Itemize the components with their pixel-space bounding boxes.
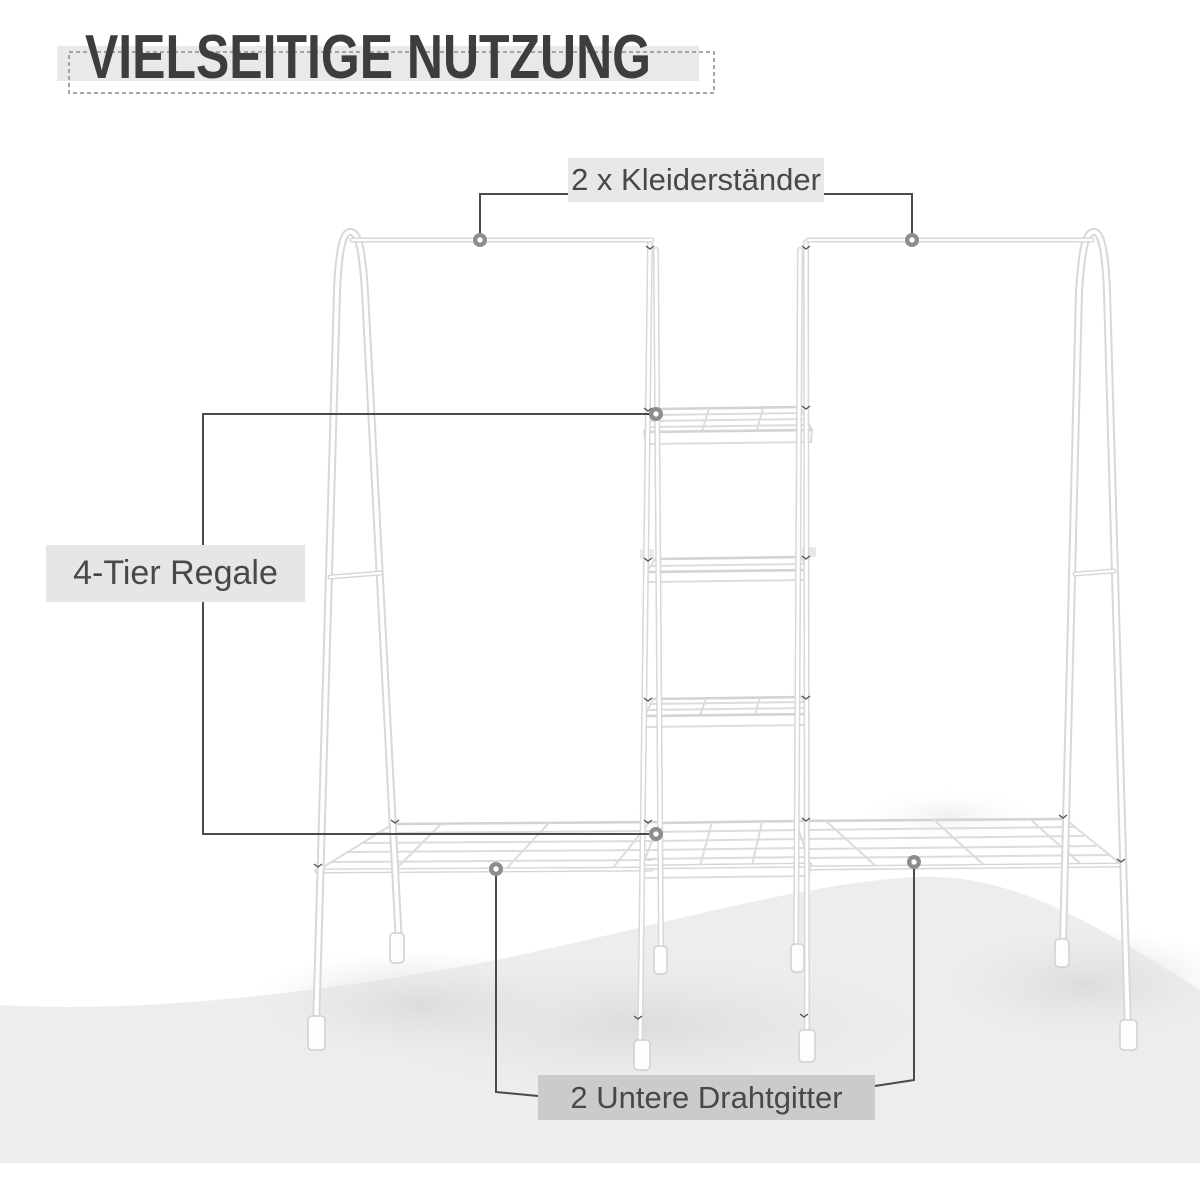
callout-ring-marker — [905, 233, 919, 247]
callout-ring-marker — [649, 827, 663, 841]
page-title: VIELSEITIGE NUTZUNG — [85, 23, 651, 92]
left-bottom-grid — [317, 822, 658, 871]
label-tier-shelves: 4-Tier Regale — [46, 545, 305, 602]
left-rack-frame — [316, 232, 652, 1030]
label-hanging-rails: 2 x Kleiderständer — [568, 158, 824, 202]
callout-ring-marker — [649, 407, 663, 421]
callout-ring-marker — [907, 855, 921, 869]
callout-ring-marker — [489, 862, 503, 876]
label-bottom-grids: 2 Untere Drahtgitter — [538, 1075, 875, 1120]
callout-ring-marker — [473, 233, 487, 247]
